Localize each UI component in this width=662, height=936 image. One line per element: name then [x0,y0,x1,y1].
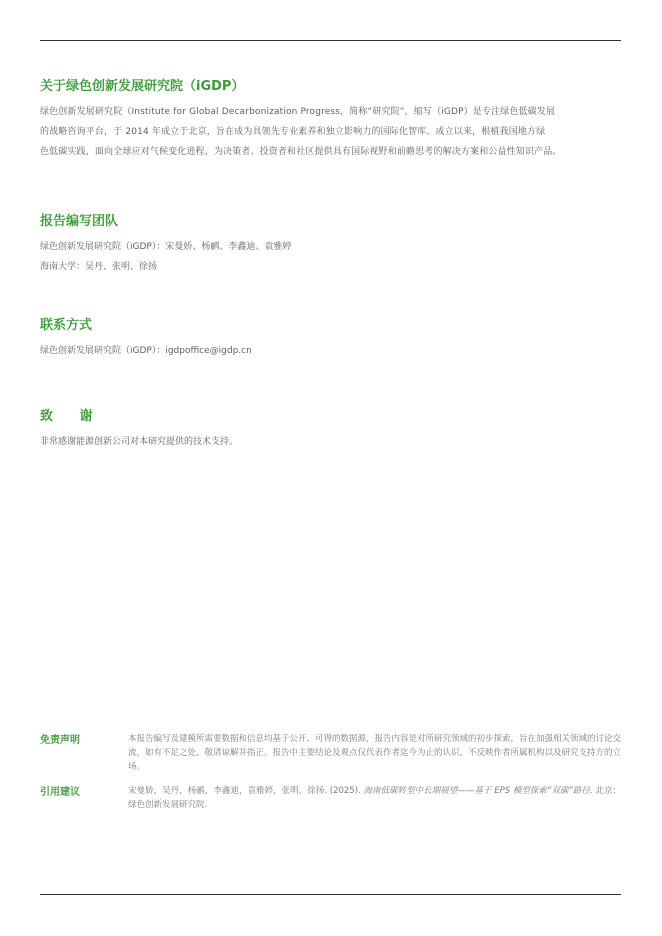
about-heading: 关于绿色创新发展研究院（iGDP） [40,79,245,94]
citation-label: 引用建议 [40,787,80,798]
disclaimer-block [40,732,621,774]
team-list [40,237,621,277]
team-section [40,213,621,277]
acknowledgement-heading: 致 谢 [40,409,93,424]
citation-publisher: . 北京：绿色创新发展研究院. [128,786,622,810]
disclaimer-text: 本报告编写及建模所需要数据和信息均基于公开、可得的数据源，报告内容是对所研究领域的初步探索，旨在加强相关领域的讨论交流，如有不足之处，敬请谅解并指正。报告中主要结论及观点仅代表作者迄今为止的认识，不反映作者所属机构以及研究支持方的立场。 [128,734,622,772]
contact-heading: 联系方式 [40,318,93,333]
disclaimer-label: 免责声明 [40,735,80,746]
team-member-line: 海南大学：吴丹、张明、徐扬 [40,262,158,272]
contact-text: 绿色创新发展研究院（iGDP）：igdpoffice@igdp.cn [40,346,252,356]
citation-title: 海南低碳转型中长期展望——基于 EPS 模型探索“双碳”路径 [363,786,590,796]
about-line: 的战略咨询平台，于 2014 年成立于北京，旨在成为具领先专业素养和独立影响力的国际化智库。成立以来，根植我国地方绿 [40,127,546,137]
team-member-line: 绿色创新发展研究院（iGDP）：宋曼娇、杨鹂、李鑫迪、袁雅婷 [40,242,292,252]
about-line: 绿色创新发展研究院（Institute for Global Decarbonization Progress，简称“研究院”，缩写（iGDP）是专注绿色低碳发展 [40,107,556,117]
citation-block [40,784,621,812]
citation-text [128,784,621,812]
about-section [40,78,621,162]
citation-authors: 宋曼娇，吴丹，杨鹂，李鑫迪，袁雅婷，张明，徐扬. (2025). [128,786,364,796]
contact-section [40,317,621,361]
bottom-rule [40,894,621,895]
top-rule [40,40,621,41]
about-paragraph [40,102,621,162]
about-line: 色低碳实践，面向全球应对气候变化进程，为决策者、投资者和社区提供具有国际视野和前瞻思考的解决方案和公益性知识产品。 [40,147,562,157]
acknowledgement-section [40,408,621,452]
acknowledgement-text: 非常感谢能源创新公司对本研究提供的技术支持。 [40,437,239,447]
team-heading: 报告编写团队 [40,214,119,229]
